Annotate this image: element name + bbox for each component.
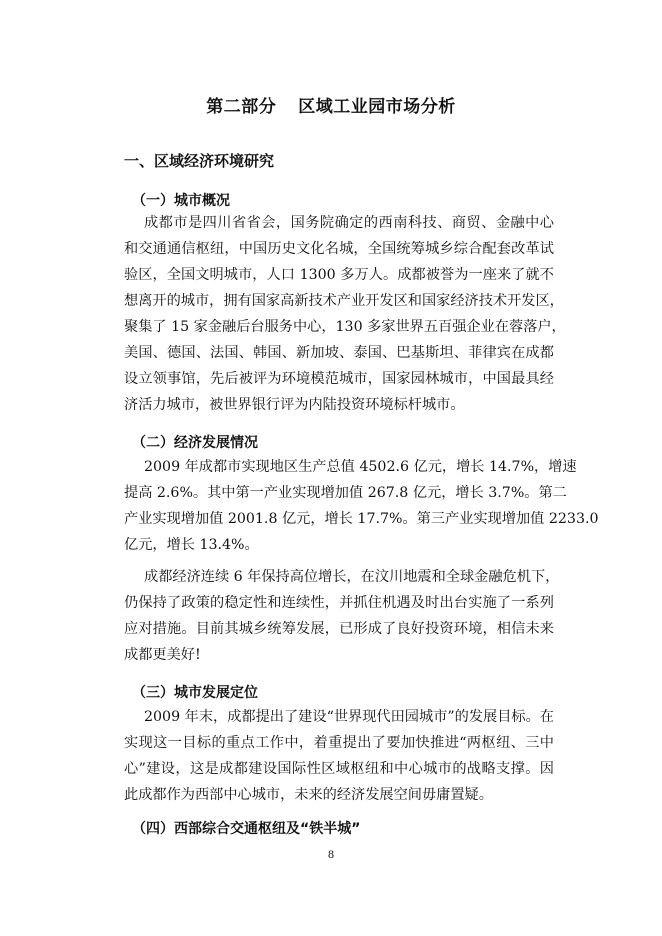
page-number: 8 [328, 847, 334, 861]
paragraph-line: 聚集了 15 家金融后台服务中心，130 多家世界五百强企业在蓉落户， [124, 319, 566, 335]
paragraph-line: 验区，全国文明城市，人口 1300 多万人。成都被誉为一座来了就不 [124, 267, 554, 283]
title-part: 第二部分 [206, 97, 277, 117]
paragraph-line: 亿元，增长 13.4%。 [124, 537, 259, 553]
paragraph-line: 成都更美好! [124, 647, 201, 663]
paragraph-line: 此成都作为西部中心城市，未来的经济发展空间毋庸置疑。 [124, 787, 493, 803]
paragraph-line: 成都市是四川省省会，国务院确定的西南科技、商贸、金融中心 [144, 215, 554, 231]
paragraph-line: 提高 2.6%。其中第一产业实现增加值 267.8 亿元，增长 3.7%。第二 [124, 485, 567, 501]
paragraph-line: 设立领事馆，先后被评为环境模范城市，国家园林城市，中国最具经 [124, 371, 554, 387]
paragraph-line: 济活力城市，被世界银行评为内陆投资环境标杆城市。 [124, 397, 465, 413]
page-title [0, 92, 662, 117]
subsection-heading-3: （三）城市发展定位 [132, 685, 258, 701]
paragraph-line: 心”建设，这是成都建设国际性区域枢纽和中心城市的战略支撑。因 [124, 761, 554, 777]
paragraph-line: 成都经济连续 6 年保持高位增长，在汶川地震和全球金融危机下， [144, 569, 560, 585]
section-heading: 一、区域经济环境研究 [124, 152, 275, 170]
paragraph-line: 想离开的城市，拥有国家高新技术产业开发区和国家经济技术开发区， [124, 293, 564, 309]
title-main: 区域工业园市场分析 [298, 97, 456, 117]
paragraph-line: 应对措施。目前其城乡统筹发展，已形成了良好投资环境，相信未来 [124, 621, 554, 637]
paragraph-line: 仍保持了政策的稳定性和连续性，并抓住机遇及时出台实施了一系列 [124, 595, 554, 611]
paragraph-line: 实现这一目标的重点工作中，着重提出了要加快推进“两枢纽、三中 [124, 735, 554, 751]
paragraph-line: 和交通通信枢纽，中国历史文化名城，全国统筹城乡综合配套改革试 [124, 241, 554, 257]
paragraph-line: 美国、德国、法国、韩国、新加坡、泰国、巴基斯坦、菲律宾在成都 [124, 345, 554, 361]
subsection-heading-1: （一）城市概况 [132, 193, 230, 209]
subsection-heading-4: （四）西部综合交通枢纽及“铁半城” [132, 821, 361, 837]
paragraph-line: 2009 年末，成都提出了建设“世界现代田园城市”的发展目标。在 [144, 709, 554, 725]
paragraph-line: 产业实现增加值 2001.8 亿元，增长 17.7%。第三产业实现增加值 2233.0 [124, 511, 599, 527]
subsection-heading-2: （二）经济发展情况 [132, 435, 258, 451]
paragraph-line: 2009 年成都市实现地区生产总值 4502.6 亿元，增长 14.7%，增速 [144, 459, 577, 475]
